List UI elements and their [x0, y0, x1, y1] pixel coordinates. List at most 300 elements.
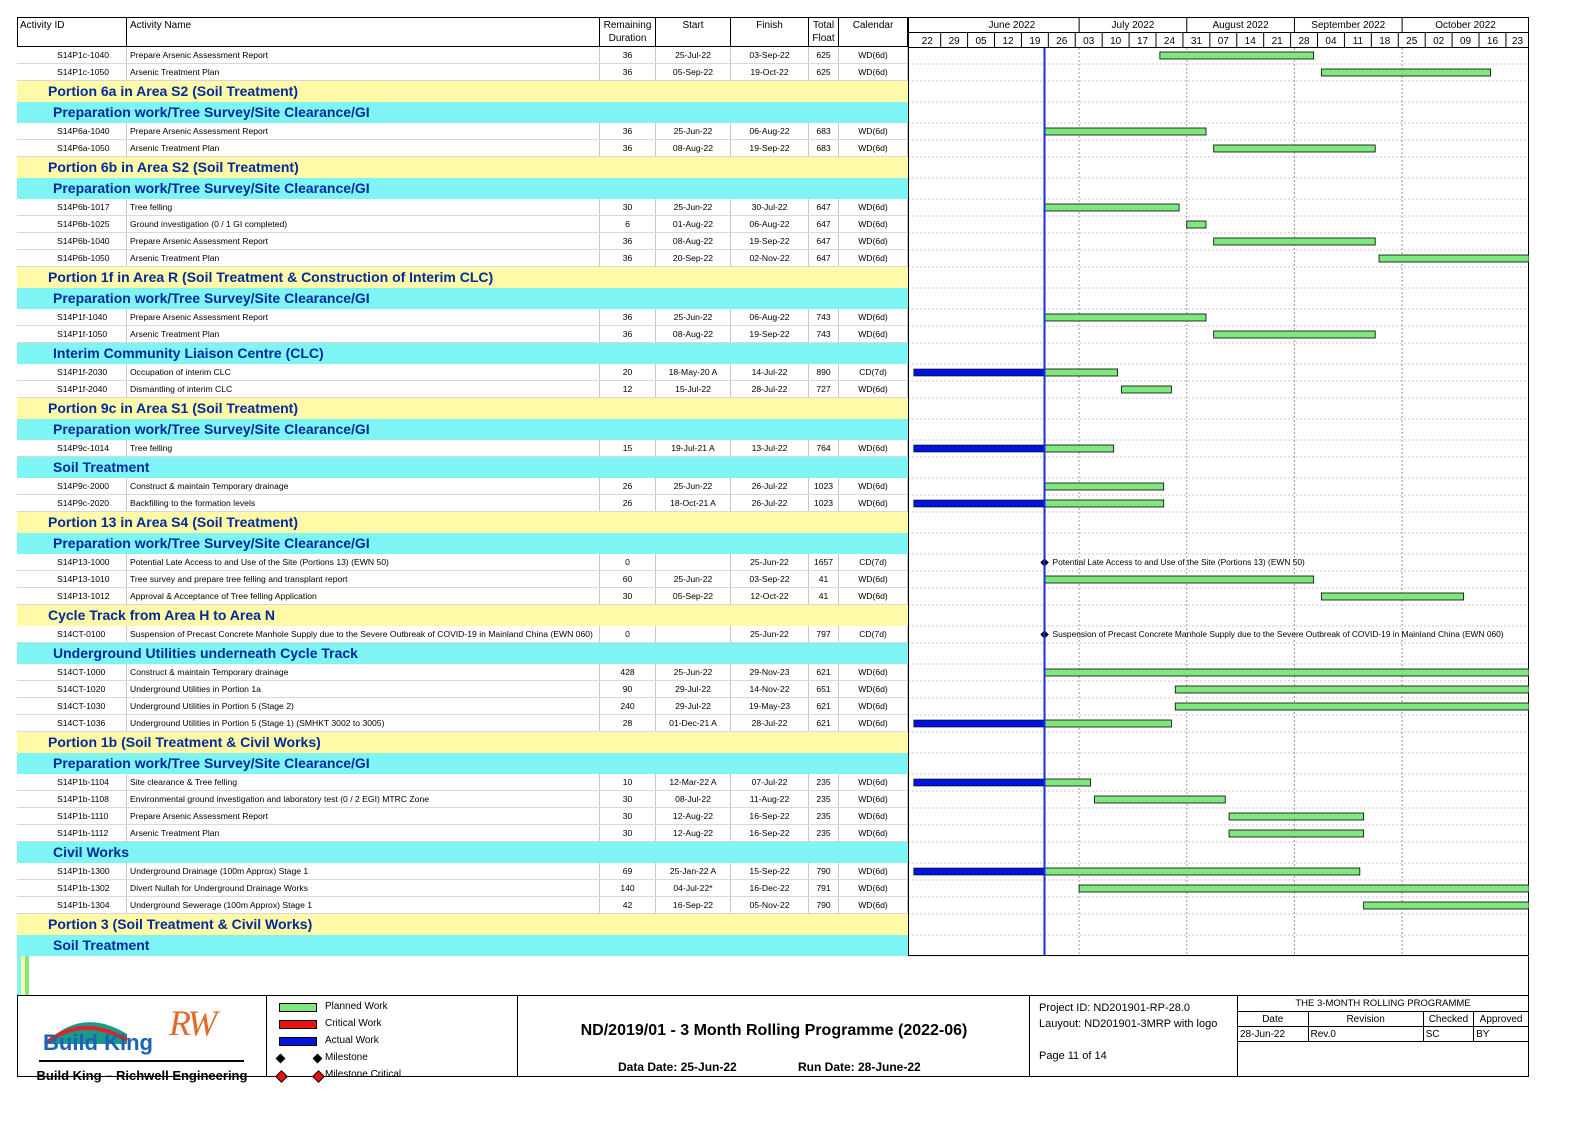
planned-bar [1045, 483, 1164, 490]
wbs-label: Portion 6a in Area S2 (Soil Treatment) [48, 83, 298, 99]
week-label: 12 [1002, 36, 1014, 47]
cell-remaining: 10 [600, 774, 656, 790]
planned-bar [1045, 720, 1172, 727]
cell-name: Underground Utilities in Portion 1a [127, 681, 600, 697]
cell-float: 743 [809, 326, 839, 342]
planned-bar [1094, 796, 1225, 803]
cell-calendar: WD(6d) [839, 664, 908, 680]
cell-start: 01-Aug-22 [656, 216, 731, 232]
planned-bar [1214, 145, 1375, 152]
cell-finish: 16-Sep-22 [731, 808, 809, 824]
wbs-group-header [17, 914, 908, 935]
cell-finish: 25-Jun-22 [731, 554, 809, 570]
revision-title: THE 3-MONTH ROLLING PROGRAMME [1295, 998, 1471, 1009]
cell-calendar: WD(6d) [839, 808, 908, 824]
rev-approved: BY [1474, 1027, 1529, 1042]
cell-remaining: 12 [600, 381, 656, 397]
cell-start: 25-Jun-22 [656, 571, 731, 587]
cell-name: Prepare Arsenic Assessment Report [127, 47, 600, 63]
wbs-label: Portion 9c in Area S1 (Soil Treatment) [48, 400, 298, 416]
cell-remaining: 36 [600, 140, 656, 156]
title-box [518, 996, 1030, 1077]
cell-remaining: 428 [600, 664, 656, 680]
column-header-finish: Finish [731, 17, 809, 47]
cell-float: 683 [809, 123, 839, 139]
table-row [17, 250, 908, 267]
rev-header-checked: Checked [1423, 1012, 1473, 1027]
wbs-label: Portion 6b in Area S2 (Soil Treatment) [48, 159, 299, 175]
cell-finish: 13-Jul-22 [731, 440, 809, 456]
planned-bar [1045, 445, 1114, 452]
wbs-subgroup-header [17, 935, 908, 956]
cell-name: Arsenic Treatment Plan [127, 64, 600, 80]
cell-float: 683 [809, 140, 839, 156]
planned-bar [1045, 868, 1360, 875]
cell-float: 797 [809, 626, 839, 642]
wbs-label: Cycle Track from Area H to Area N [48, 607, 275, 623]
cell-remaining: 26 [600, 495, 656, 511]
wbs-subgroup-header [17, 343, 908, 364]
cell-remaining: 69 [600, 863, 656, 879]
planned-bar [1175, 703, 1529, 710]
month-label: June 2022 [988, 20, 1036, 31]
cell-start: 05-Sep-22 [656, 588, 731, 604]
planned-bar [1187, 221, 1206, 228]
cell-name: Prepare Arsenic Assessment Report [127, 233, 600, 249]
cell-id: S14P1c-1040 [17, 47, 127, 63]
column-header-calendar: Calendar [839, 17, 908, 47]
week-label: 07 [1217, 36, 1229, 47]
cell-id: S14P1f-2040 [17, 381, 127, 397]
logo-box [17, 996, 267, 1083]
wbs-label: Portion 3 (Soil Treatment & Civil Works) [48, 916, 313, 932]
wbs-subgroup-header [17, 178, 908, 199]
wbs-label: Portion 1f in Area R (Soil Treatment & Construction of Interim CLC) [48, 269, 494, 285]
cell-name: Arsenic Treatment Plan [127, 825, 600, 841]
cell-start: 25-Jan-22 A [656, 863, 731, 879]
rev-checked: SC [1423, 1027, 1473, 1042]
milestone-label: Potential Late Access to and Use of the Site (Portions 13) (EWN 50) [1052, 557, 1305, 567]
cell-calendar: WD(6d) [839, 250, 908, 266]
table-row [17, 123, 908, 140]
cell-id: S14P1b-1110 [17, 808, 127, 824]
wbs-label: Preparation work/Tree Survey/Site Clearance/GI [53, 421, 370, 437]
cell-finish: 06-Aug-22 [731, 216, 809, 232]
table-row [17, 664, 908, 681]
cell-finish: 12-Oct-22 [731, 588, 809, 604]
cell-remaining: 30 [600, 199, 656, 215]
table-row [17, 199, 908, 216]
wbs-label: Portion 1b (Soil Treatment & Civil Works) [48, 734, 321, 750]
cell-float: 621 [809, 698, 839, 714]
wbs-subgroup-header [17, 288, 908, 309]
logo-text: Build King [43, 1030, 153, 1055]
cell-calendar: WD(6d) [839, 774, 908, 790]
wbs-group-header [17, 157, 908, 178]
cell-remaining: 36 [600, 47, 656, 63]
planned-bar [1214, 238, 1375, 245]
month-label: October 2022 [1435, 20, 1496, 31]
month-label: July 2022 [1111, 20, 1155, 31]
table-row [17, 440, 908, 457]
cell-calendar: WD(6d) [839, 199, 908, 215]
planned-bar [1045, 500, 1164, 507]
cell-name: Backfilling to the formation levels [127, 495, 600, 511]
table-row [17, 897, 908, 914]
cell-float: 790 [809, 863, 839, 879]
cell-start [656, 554, 731, 570]
cell-remaining: 140 [600, 880, 656, 896]
cell-finish: 26-Jul-22 [731, 495, 809, 511]
cell-finish: 25-Jun-22 [731, 626, 809, 642]
table-row [17, 216, 908, 233]
cell-finish: 26-Jul-22 [731, 478, 809, 494]
cell-start: 25-Jun-22 [656, 123, 731, 139]
table-row [17, 309, 908, 326]
cell-name: Divert Nullah for Underground Drainage Works [127, 880, 600, 896]
actual-bar [914, 868, 1045, 875]
milestone-label: Suspension of Precast Concrete Manhole Supply due to the Severe Outbreak of COVID-19 in Mainland China (EWN 060) [1052, 629, 1504, 639]
actual-bar [914, 369, 1045, 376]
cell-id: S14P1b-1300 [17, 863, 127, 879]
cell-float: 235 [809, 808, 839, 824]
week-label: 21 [1271, 36, 1283, 47]
cell-finish: 29-Nov-23 [731, 664, 809, 680]
revision-box [1238, 996, 1528, 1077]
cell-name: Suspension of Precast Concrete Manhole Supply due to the Severe Outbreak of COVID-19 in Mainland China (EWN 060) [127, 626, 600, 642]
cell-float: 1023 [809, 478, 839, 494]
cell-name: Underground Utilities in Portion 5 (Stage 2) [127, 698, 600, 714]
week-label: 23 [1511, 36, 1524, 47]
legend-milestone-critical-label: Milestone Critical [325, 1069, 402, 1080]
wbs-group-header [17, 605, 908, 626]
cell-calendar: WD(6d) [839, 140, 908, 156]
cell-calendar: WD(6d) [839, 880, 908, 896]
cell-name: Potential Late Access to and Use of the Site (Portions 13) (EWN 50) [127, 554, 600, 570]
cell-name: Arsenic Treatment Plan [127, 326, 600, 342]
wbs-subgroup-header [17, 102, 908, 123]
cell-name: Construct & maintain Temporary drainage [127, 478, 600, 494]
cell-float: 41 [809, 571, 839, 587]
wbs-group-header [17, 81, 908, 102]
cell-name: Prepare Arsenic Assessment Report [127, 808, 600, 824]
cell-float: 790 [809, 897, 839, 913]
wbs-label: Preparation work/Tree Survey/Site Clearance/GI [53, 755, 370, 771]
cell-finish: 15-Sep-22 [731, 863, 809, 879]
cell-id: S14P13-1010 [17, 571, 127, 587]
week-label: 28 [1298, 36, 1310, 47]
cell-finish: 07-Jul-22 [731, 774, 809, 790]
table-row [17, 698, 908, 715]
cell-float: 235 [809, 774, 839, 790]
cell-calendar: WD(6d) [839, 825, 908, 841]
actual-bar [914, 500, 1045, 507]
cell-id: S14P1c-1050 [17, 64, 127, 80]
cell-float: 647 [809, 250, 839, 266]
cell-start: 08-Jul-22 [656, 791, 731, 807]
cell-calendar: WD(6d) [839, 309, 908, 325]
cell-id: S14P13-1012 [17, 588, 127, 604]
table-row [17, 774, 908, 791]
layout-name: Lauyout: ND201901-3MRP with logo [1039, 1018, 1218, 1030]
cell-id: S14P6a-1050 [17, 140, 127, 156]
cell-remaining: 36 [600, 250, 656, 266]
table-row [17, 825, 908, 842]
cell-remaining: 36 [600, 309, 656, 325]
planned-bar [1160, 52, 1314, 59]
wbs-label: Interim Community Liaison Centre (CLC) [53, 345, 324, 361]
wbs-subgroup-header [17, 842, 908, 863]
cell-id: S14P6b-1025 [17, 216, 127, 232]
table-row [17, 64, 908, 81]
wbs-subgroup-header [17, 643, 908, 664]
week-label: 29 [948, 36, 960, 47]
column-header-remaining: Remaining Duration [600, 17, 656, 47]
planned-bar [1045, 779, 1091, 786]
planned-bar [1229, 830, 1364, 837]
table-row [17, 588, 908, 605]
cell-name: Underground Utilities in Portion 5 (Stage 1) (SMHKT 3002 to 3005) [127, 715, 600, 731]
legend-milestone-critical-icon [312, 1070, 325, 1083]
table-row [17, 571, 908, 588]
week-label: 05 [975, 36, 987, 47]
legend-milestone-critical-icon [275, 1070, 288, 1083]
planned-bar [1321, 69, 1490, 76]
cell-name: Prepare Arsenic Assessment Report [127, 123, 600, 139]
cell-finish: 16-Sep-22 [731, 825, 809, 841]
cell-calendar: WD(6d) [839, 233, 908, 249]
week-label: 18 [1379, 36, 1391, 47]
cell-remaining: 42 [600, 897, 656, 913]
logo-divider [39, 1060, 244, 1062]
cell-start: 12-Aug-22 [656, 825, 731, 841]
wbs-label: Underground Utilities underneath Cycle Track [53, 645, 358, 661]
cell-remaining: 36 [600, 326, 656, 342]
cell-name: Occupation of interim CLC [127, 364, 600, 380]
cell-float: 235 [809, 791, 839, 807]
column-header-start: Start [656, 17, 731, 47]
wbs-group-header [17, 512, 908, 533]
cell-remaining: 6 [600, 216, 656, 232]
actual-bar [914, 779, 1045, 786]
planned-bar [1079, 885, 1529, 892]
cell-start: 04-Jul-22* [656, 880, 731, 896]
wbs-subgroup-header [17, 419, 908, 440]
cell-start: 16-Sep-22 [656, 897, 731, 913]
cell-start: 29-Jul-22 [656, 698, 731, 714]
cell-float: 1657 [809, 554, 839, 570]
cell-start: 25-Jun-22 [656, 478, 731, 494]
wbs-subgroup-header [17, 753, 908, 774]
table-row [17, 715, 908, 732]
cell-remaining: 30 [600, 588, 656, 604]
cell-id: S14CT-0100 [17, 626, 127, 642]
project-info-box [1030, 996, 1238, 1077]
cell-id: S14P6b-1050 [17, 250, 127, 266]
cell-id: S14P1f-1040 [17, 309, 127, 325]
cell-id: S14P1b-1108 [17, 791, 127, 807]
cell-name: Tree felling [127, 440, 600, 456]
cell-finish: 19-May-23 [731, 698, 809, 714]
planned-bar [1045, 128, 1206, 135]
rev-header-date: Date [1238, 1012, 1309, 1027]
cell-float: 727 [809, 381, 839, 397]
cell-remaining: 30 [600, 808, 656, 824]
cell-remaining: 90 [600, 681, 656, 697]
wbs-label: Preparation work/Tree Survey/Site Clearance/GI [53, 290, 370, 306]
table-row [17, 364, 908, 381]
cell-float: 743 [809, 309, 839, 325]
legend-milestone-icon [276, 1054, 286, 1064]
week-label: 22 [921, 36, 933, 47]
cell-calendar: WD(6d) [839, 47, 908, 63]
cell-start: 18-May-20 A [656, 364, 731, 380]
week-label: 03 [1083, 36, 1095, 47]
actual-bar [914, 445, 1045, 452]
cell-id: S14CT-1030 [17, 698, 127, 714]
legend-planned-label: Planned Work [325, 1001, 388, 1012]
wbs-group-header [17, 267, 908, 288]
cell-calendar: WD(6d) [839, 897, 908, 913]
table-row [17, 880, 908, 897]
wbs-subgroup-header [17, 457, 908, 478]
week-label: 09 [1459, 36, 1472, 47]
cell-finish: 19-Sep-22 [731, 233, 809, 249]
cell-start: 05-Sep-22 [656, 64, 731, 80]
cell-name: Arsenic Treatment Plan [127, 140, 600, 156]
column-header-name: Activity Name [127, 17, 600, 47]
planned-bar [1175, 686, 1529, 693]
legend-milestone-label: Milestone [325, 1052, 368, 1063]
cell-remaining: 26 [600, 478, 656, 494]
cell-calendar: WD(6d) [839, 588, 908, 604]
cell-float: 41 [809, 588, 839, 604]
cell-finish: 03-Sep-22 [731, 47, 809, 63]
cell-float: 625 [809, 47, 839, 63]
cell-start: 29-Jul-22 [656, 681, 731, 697]
planned-bar [1045, 314, 1206, 321]
legend-box [267, 996, 518, 1080]
cell-start: 25-Jun-22 [656, 309, 731, 325]
cell-name: Ground investigation (0 / 1 GI completed) [127, 216, 600, 232]
planned-bar [1364, 902, 1529, 909]
week-label: 14 [1244, 36, 1256, 47]
cell-name: Underground Drainage (100m Approx) Stage 1 [127, 863, 600, 879]
cell-remaining: 0 [600, 626, 656, 642]
cell-start: 15-Jul-22 [656, 381, 731, 397]
cell-float: 791 [809, 880, 839, 896]
cell-start: 12-Aug-22 [656, 808, 731, 824]
actual-bar [914, 720, 1045, 727]
cell-remaining: 36 [600, 233, 656, 249]
cell-calendar: WD(6d) [839, 495, 908, 511]
run-date-label: Run Date: 28-June-22 [798, 1060, 921, 1074]
cell-remaining: 0 [600, 554, 656, 570]
cell-finish: 02-Nov-22 [731, 250, 809, 266]
rev-header-approved: Approved [1474, 1012, 1529, 1027]
cell-calendar: WD(6d) [839, 123, 908, 139]
cell-float: 647 [809, 233, 839, 249]
table-row [17, 478, 908, 495]
cell-name: Tree survey and prepare tree felling and transplant report [127, 571, 600, 587]
cell-finish: 19-Sep-22 [731, 326, 809, 342]
cell-float: 647 [809, 199, 839, 215]
cell-finish: 03-Sep-22 [731, 571, 809, 587]
table-row [17, 140, 908, 157]
cell-calendar: WD(6d) [839, 326, 908, 342]
cell-id: S14P1f-2030 [17, 364, 127, 380]
project-id: Project ID: ND201901-RP-28.0 [1039, 1002, 1191, 1014]
cell-float: 647 [809, 216, 839, 232]
cell-calendar: CD(7d) [839, 364, 908, 380]
cell-start: 18-Oct-21 A [656, 495, 731, 511]
week-label: 02 [1433, 36, 1445, 47]
legend-critical-label: Critical Work [325, 1018, 382, 1029]
cell-calendar: WD(6d) [839, 681, 908, 697]
cell-id: S14CT-1000 [17, 664, 127, 680]
wbs-group-header [17, 398, 908, 419]
cell-name: Site clearance & Tree felling [127, 774, 600, 790]
cell-remaining: 28 [600, 715, 656, 731]
table-row [17, 626, 908, 643]
cell-id: S14P13-1000 [17, 554, 127, 570]
legend-actual-label: Actual Work [325, 1035, 379, 1046]
planned-bar [1045, 669, 1529, 676]
cell-calendar: CD(7d) [839, 554, 908, 570]
gantt-chart [908, 17, 1529, 995]
cell-finish: 16-Dec-22 [731, 880, 809, 896]
wbs-label: Portion 13 in Area S4 (Soil Treatment) [48, 514, 298, 530]
legend-planned-swatch [279, 1003, 317, 1012]
cell-calendar: WD(6d) [839, 698, 908, 714]
company-name: Build King – Richwell Engineering [36, 1068, 248, 1083]
wbs-group-header [17, 732, 908, 753]
logo-mark: RW [169, 1003, 215, 1043]
cell-calendar: WD(6d) [839, 381, 908, 397]
wbs-label: Preparation work/Tree Survey/Site Clearance/GI [53, 535, 370, 551]
table-row [17, 233, 908, 250]
week-label: 24 [1163, 36, 1176, 47]
page-number: Page 11 of 14 [1039, 1050, 1107, 1062]
cell-finish: 14-Jul-22 [731, 364, 809, 380]
cell-remaining: 30 [600, 791, 656, 807]
column-header-id: Activity ID [17, 17, 127, 47]
cell-start: 12-Mar-22 A [656, 774, 731, 790]
table-row [17, 495, 908, 512]
week-label: 16 [1486, 36, 1499, 47]
cell-float: 890 [809, 364, 839, 380]
cell-remaining: 30 [600, 825, 656, 841]
legend-critical-swatch [279, 1020, 317, 1029]
cell-id: S14P1b-1304 [17, 897, 127, 913]
cell-calendar: WD(6d) [839, 715, 908, 731]
cell-id: S14P6b-1017 [17, 199, 127, 215]
rev-header-revision: Revision [1308, 1012, 1423, 1027]
cell-calendar: WD(6d) [839, 440, 908, 456]
cell-float: 651 [809, 681, 839, 697]
data-date-label: Data Date: 25-Jun-22 [618, 1060, 737, 1074]
table-row [17, 863, 908, 880]
cell-remaining: 15 [600, 440, 656, 456]
week-label: 17 [1136, 36, 1149, 47]
table-row [17, 381, 908, 398]
cell-id: S14P1b-1302 [17, 880, 127, 896]
cell-finish: 14-Nov-22 [731, 681, 809, 697]
cell-finish: 19-Sep-22 [731, 140, 809, 156]
cell-id: S14P1b-1104 [17, 774, 127, 790]
cell-finish: 06-Aug-22 [731, 123, 809, 139]
cell-start: 08-Aug-22 [656, 233, 731, 249]
